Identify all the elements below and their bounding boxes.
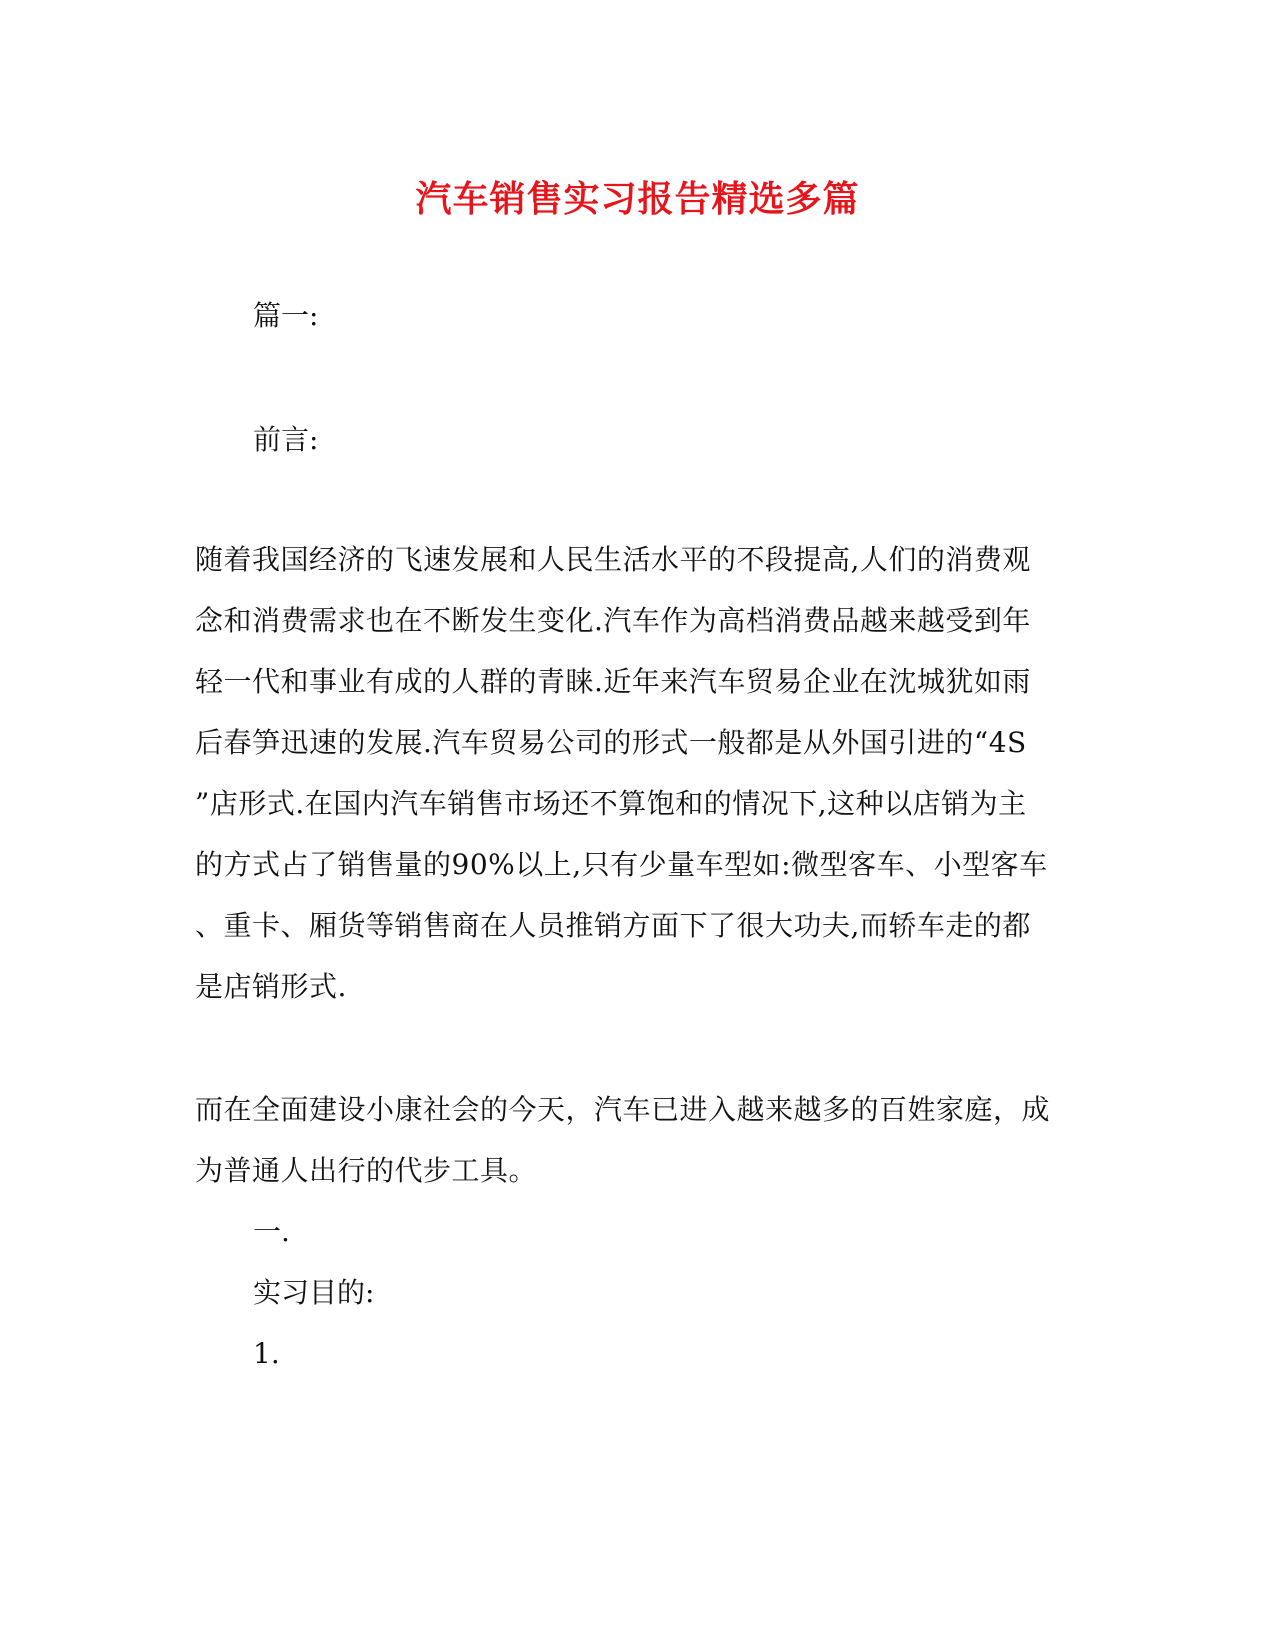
- section-label: 篇一:: [253, 299, 319, 332]
- paragraph-line: ”店形式.在国内汽车销售市场还不算饱和的情况下,这种以店销为主: [195, 787, 1027, 820]
- paragraph-line: 后春笋迅速的发展.汽车贸易公司的形式一般都是从外国引进的“4S: [195, 726, 1027, 759]
- preface-label: 前言:: [253, 423, 319, 456]
- paragraph-line: 念和消费需求也在不断发生变化.汽车作为高档消费品越来越受到年: [195, 604, 1031, 637]
- item-one-heading: 一.: [253, 1215, 290, 1248]
- purpose-label: 实习目的:: [253, 1276, 375, 1309]
- paragraph-line: 为普通人出行的代步工具。: [195, 1154, 538, 1187]
- paragraph-line: 的方式占了销售量的90%以上,只有少量车型如:微型客车、小型客车: [195, 848, 1048, 881]
- document-title: 汽车销售实习报告精选多篇: [415, 178, 860, 220]
- paragraph-line: 是店销形式.: [195, 970, 347, 1003]
- paragraph-line: 轻一代和事业有成的人群的青睐.近年来汽车贸易企业在沈城犹如雨: [195, 665, 1031, 698]
- item-1-number: 1.: [253, 1337, 280, 1370]
- paragraph-line: 而在全面建设小康社会的今天，汽车已进入越来越多的百姓家庭，成: [195, 1093, 1051, 1126]
- paragraph-line: 、重卡、厢货等销售商在人员推销方面下了很大功夫,而轿车走的都: [195, 909, 1031, 942]
- paragraph-line: 随着我国经济的飞速发展和人民生活水平的不段提高,人们的消费观: [195, 543, 1031, 576]
